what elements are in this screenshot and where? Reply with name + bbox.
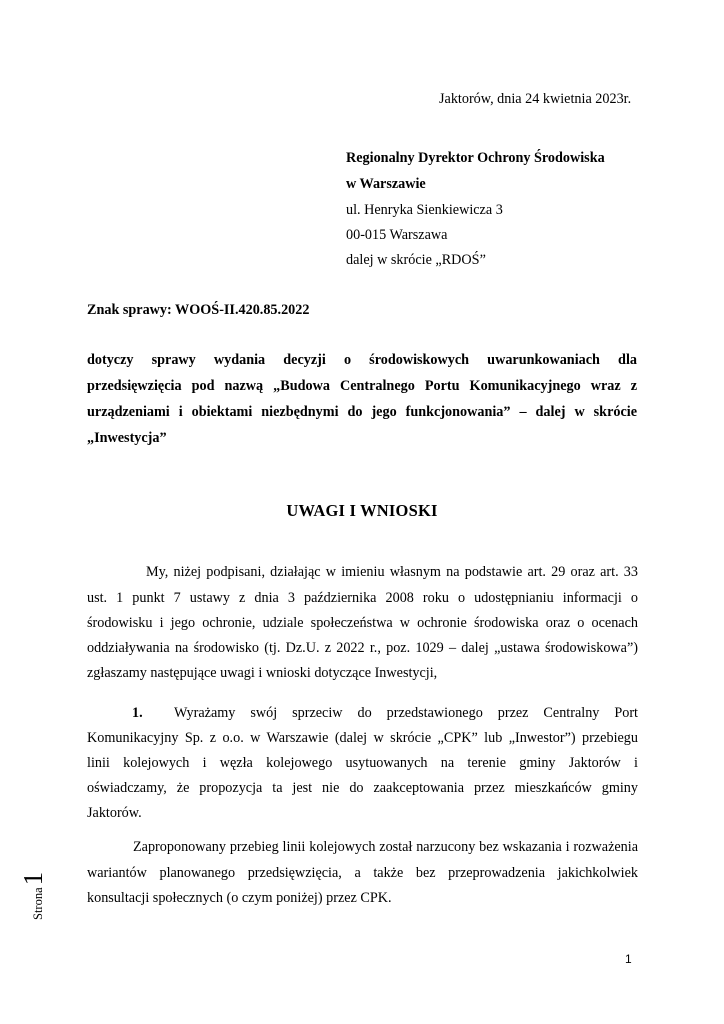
subject-line: dotyczy sprawy wydania decyzji o środowiskowych uwarunkowaniach dla: [87, 352, 637, 368]
paragraph-line: My, niżej podpisani, działając w imieniu własnym na podstawie art. 29 oraz art. 33: [146, 564, 638, 580]
recipient-abbrev: dalej w skrócie „RDOŚ”: [346, 252, 486, 268]
case-sign: Znak sprawy: WOOŚ-II.420.85.2022: [87, 302, 310, 318]
subject-line: przedsięwzięcia pod nazwą „Budowa Centralnego Portu Komunikacyjnego wraz z: [87, 378, 637, 394]
paragraph-line: konsultacji społecznych (o czym poniżej) przez CPK.: [87, 890, 392, 906]
point-line: Wyrażamy swój sprzeciw do przedstawionego przez Centralny Port: [174, 705, 638, 721]
recipient-name: Regionalny Dyrektor Ochrony Środowiska: [346, 150, 605, 166]
document-title: UWAGI I WNIOSKI: [286, 501, 438, 520]
recipient-city: w Warszawie: [346, 176, 426, 192]
place-date: Jaktorów, dnia 24 kwietnia 2023r.: [439, 91, 632, 107]
paragraph-line: środowisku i jego ochronie, udziale społeczeństwa w ochronie środowiska oraz o ocenach: [87, 615, 638, 631]
point-line: Jaktorów.: [87, 805, 142, 821]
point-line: Komunikacyjny Sp. z o.o. w Warszawie (dalej w skrócie „CPK” lub „Inwestor”) przebiegu: [87, 730, 638, 746]
page-number: 1: [625, 952, 632, 966]
subject-line: urządzeniami i obiektami niezbędnymi do jego funkcjonowania” – dalej w skrócie: [87, 404, 637, 420]
recipient-street: ul. Henryka Sienkiewicza 3: [346, 202, 503, 218]
point-line: oświadczamy, że propozycja ta jest nie do zaakceptowania przez mieszkańców gminy: [87, 780, 638, 796]
page-side-label: [18, 860, 58, 920]
paragraph-line: Zaproponowany przebieg linii kolejowych został narzucony bez wskazania i rozważenia: [133, 839, 638, 855]
strona-number: 1: [18, 871, 48, 886]
point-number: 1.: [132, 705, 143, 721]
recipient-postcode: 00-015 Warszawa: [346, 227, 448, 243]
subject-line: „Inwestycja”: [87, 430, 167, 446]
strona-label: Strona: [31, 887, 45, 920]
paragraph-line: wariantów planowanego przedsięwzięcia, a także bez przeprowadzenia jakichkolwiek: [87, 865, 638, 881]
paragraph-line: ust. 1 punkt 7 ustawy z dnia 3 października 2008 roku o udostępnianiu informacji o: [87, 590, 638, 606]
point-line: linii kolejowych i węzła kolejowego usytuowanych na terenie gminy Jaktorów i: [87, 755, 638, 771]
paragraph-line: zgłaszamy następujące uwagi i wnioski dotyczące Inwestycji,: [87, 665, 438, 681]
paragraph-line: oddziaływania na środowisko (tj. Dz.U. z 2022 r., poz. 1029 – dalej „ustawa środowiskowa”): [87, 640, 638, 656]
